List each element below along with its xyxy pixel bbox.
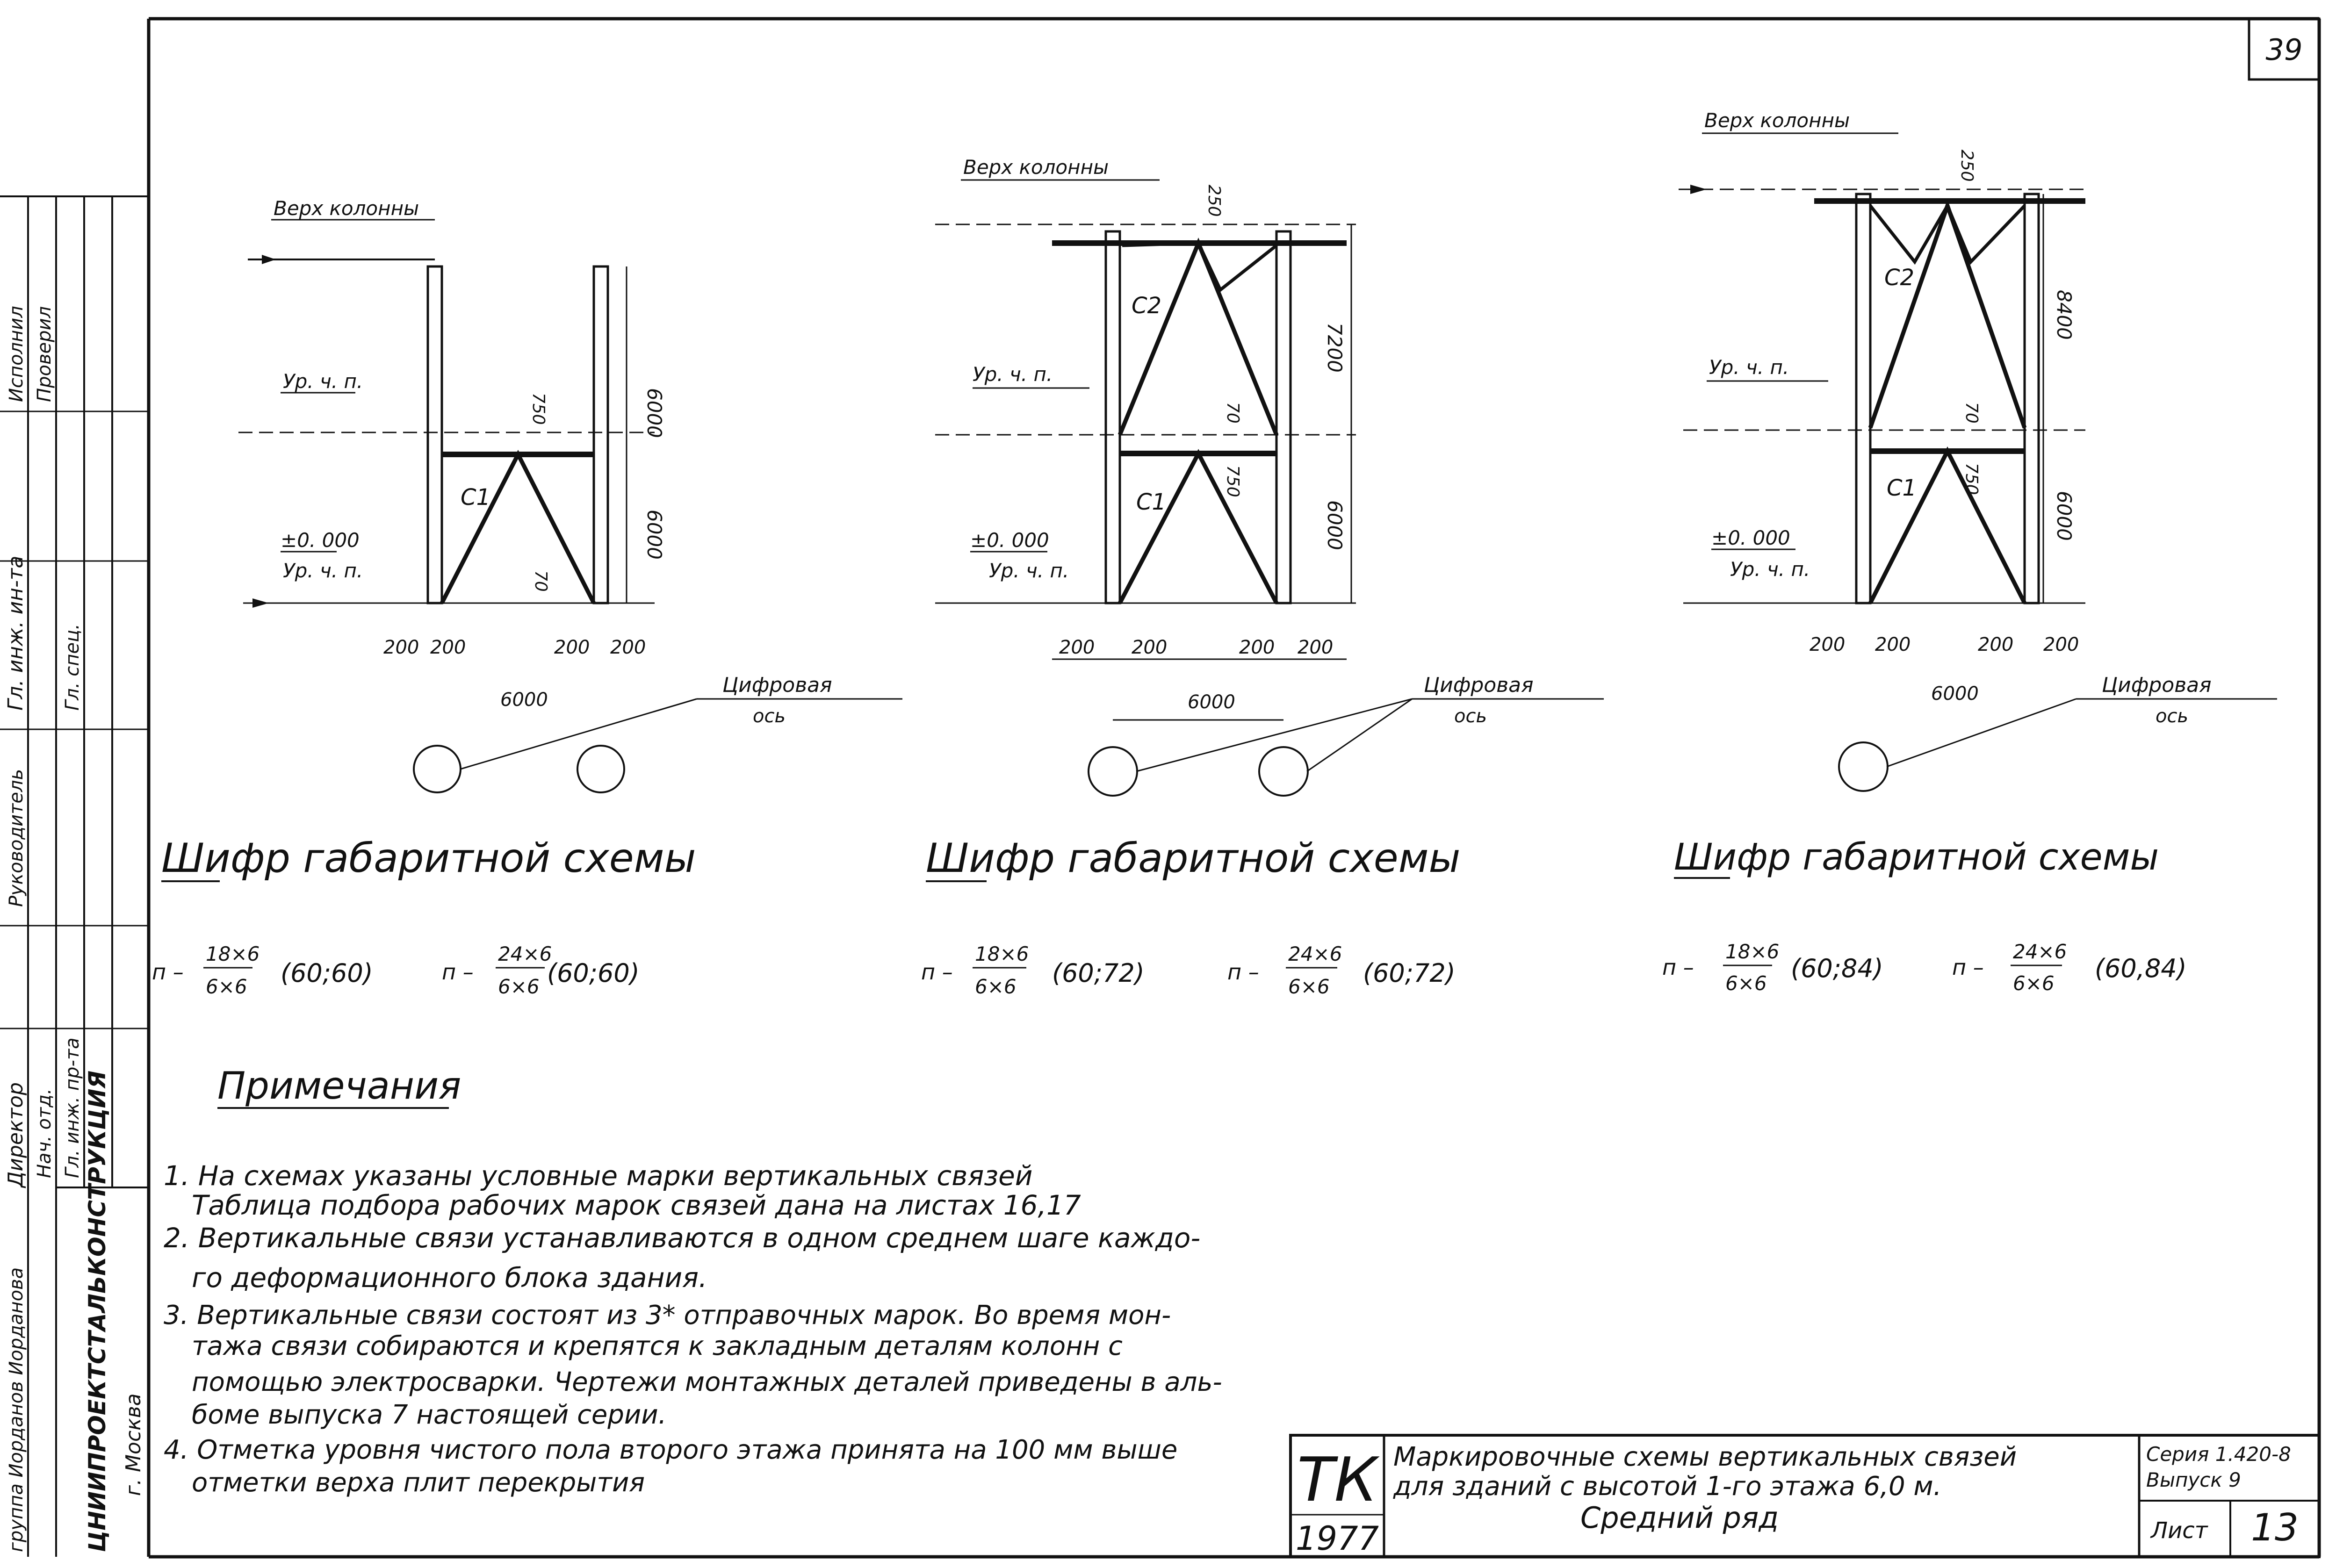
column-left [1106, 231, 1120, 603]
cipher-b-val: (60;60) [547, 958, 640, 988]
dim-bottom-height: 6000 [2053, 491, 2076, 541]
axis-circle [1839, 742, 1888, 791]
dim-width-3: 200 [1239, 637, 1275, 658]
level-marker-icon [1690, 185, 1707, 194]
brace-label-c1: С1 [1887, 475, 1917, 501]
label-column-top: Верх колонны [1704, 109, 1850, 132]
cipher-prefix: п – [1952, 955, 1984, 980]
dim-span: 6000 [1931, 683, 1979, 705]
note-line-4: го деформационного блока здания. [192, 1262, 707, 1294]
cipher-title: Шифр габаритной схемы [161, 835, 696, 882]
dim-width-1: 200 [383, 637, 419, 658]
cipher-b-val: (60;72) [1363, 958, 1456, 988]
axis-label-2: ось [2156, 705, 2189, 727]
stamp-role-project-engineer: Гл. инж. пр-та [62, 1037, 83, 1178]
dim-width-1: 200 [1059, 637, 1095, 658]
axis-circle [1089, 747, 1137, 796]
axis-circle [414, 746, 461, 792]
dim-width-3: 200 [1978, 634, 2014, 655]
level-marker-icon [252, 598, 269, 608]
label-floor-level-bottom: Ур. ч. п. [989, 559, 1069, 582]
column-left [1856, 194, 1870, 603]
dim-offset-mid: 70 [1223, 402, 1242, 424]
cipher-a-num: 18×6 [1725, 940, 1780, 963]
dim-offset-top: 250 [1204, 185, 1224, 217]
cipher-prefix: п – [442, 959, 474, 985]
title-line-2: для зданий с высотой 1-го этажа 6,0 м. [1393, 1471, 1942, 1502]
cipher-b-den: 6×6 [2013, 972, 2055, 995]
title-line-1: Маркировочные схемы вертикальных связей [1393, 1442, 2017, 1472]
axis-circle [577, 746, 624, 792]
level-marker-icon [262, 255, 276, 264]
label-zero-level: ±0. 000 [970, 529, 1049, 552]
cipher-b-val: (60,84) [2095, 954, 2187, 983]
brace-label-c1: С1 [461, 484, 491, 511]
brace-c2-top [1870, 206, 2025, 262]
dim-top-height: 6000 [643, 388, 666, 438]
title-series: Серия 1.420-8 [2146, 1443, 2291, 1466]
notes-block [164, 1064, 1222, 1498]
brace-label-c2: С2 [1884, 265, 1915, 291]
brace-c1 [442, 454, 594, 603]
label-column-top: Верх колонны [963, 156, 1109, 179]
cipher-prefix: п – [152, 959, 184, 985]
note-line-3: 2. Вертикальные связи устанавливаются в одном среднем шаге каждо- [164, 1222, 1201, 1254]
label-floor-level: Ур. ч. п. [283, 370, 363, 393]
note-line-5: 3. Вертикальные связи состоят из 3* отправочных марок. Во время мон- [164, 1300, 1171, 1331]
brace-c1 [1120, 453, 1276, 603]
cipher-a-num: 18×6 [975, 942, 1029, 965]
column-right [1276, 231, 1291, 603]
dim-width-4: 200 [610, 637, 646, 658]
cipher-b-den: 6×6 [1288, 975, 1330, 998]
sheet-label: Лист [2151, 1518, 2208, 1544]
sheet-number: 13 [2251, 1506, 2299, 1549]
title-issue: Выпуск 9 [2146, 1468, 2241, 1491]
axis-label-1: Цифровая [1424, 673, 1534, 697]
dim-bottom-height: 6000 [1323, 500, 1346, 550]
title-line-3: Средний ряд [1580, 1501, 1779, 1535]
dim-offset-bottom: 750 [1223, 465, 1242, 497]
column-left [428, 266, 442, 603]
title-block [1291, 1435, 2319, 1558]
cipher-b-den: 6×6 [498, 975, 540, 998]
brace-c2 [1120, 243, 1276, 435]
dim-width-2: 200 [430, 637, 466, 658]
note-line-9: 4. Отметка уровня чистого пола второго этажа принята на 100 мм выше [164, 1435, 1178, 1465]
cipher-a-den: 6×6 [975, 975, 1017, 998]
label-floor-level-bottom: Ур. ч. п. [1730, 558, 1810, 581]
axis-label-1: Цифровая [722, 673, 832, 697]
axis-label-2: ось [1454, 705, 1487, 727]
dim-width-2: 200 [1875, 634, 1911, 655]
cipher-title: Шифр габаритной схемы [1674, 836, 2159, 878]
dim-top-height: 8400 [2053, 290, 2076, 340]
dim-offset-bottom: 750 [1962, 463, 1981, 495]
dim-offset-mid: 70 [1962, 402, 1981, 424]
dim-span: 6000 [1188, 691, 1235, 713]
dim-offset-bottom: 70 [531, 570, 550, 592]
stamp-role-performed: Исполнил [6, 306, 27, 402]
cipher-prefix: п – [921, 959, 953, 985]
cipher-b-num: 24×6 [2013, 940, 2067, 963]
note-line-2: Таблица подбора рабочих марок связей дана на листах 16,17 [192, 1189, 1081, 1221]
axis-label-1: Цифровая [2102, 673, 2212, 697]
cipher-b-num: 24×6 [498, 942, 552, 965]
note-line-10: отметки верха плит перекрытия [192, 1467, 645, 1498]
label-zero-level: ±0. 000 [281, 529, 360, 552]
corner-number: 39 [2265, 33, 2303, 67]
label-floor-level: Ур. ч. п. [1709, 356, 1789, 379]
left-stamp [0, 196, 149, 1557]
dim-offset-top: 250 [1957, 150, 1976, 182]
note-line-8: боме выпуска 7 настоящей серии. [192, 1400, 667, 1430]
brace-label-c2: С2 [1132, 293, 1162, 319]
scheme-2 [921, 156, 1604, 998]
column-right [594, 266, 608, 603]
logo-tk: ТК [1297, 1444, 1377, 1515]
stamp-role-manager: Руководитель [6, 769, 27, 907]
dim-width-3: 200 [554, 637, 590, 658]
brace-label-c1: С1 [1136, 489, 1167, 515]
scheme-3 [1662, 109, 2277, 995]
cipher-prefix: п – [1227, 959, 1259, 985]
cipher-a-val: (60;84) [1791, 954, 1883, 983]
stamp-bottom-line: группа Иорданов Иорданова [6, 1267, 27, 1552]
note-line-7: помощью электросварки. Чертежи монтажных деталей приведены в аль- [192, 1367, 1222, 1397]
note-line-1: 1. На схемах указаны условные марки вертикальных связей [164, 1160, 1033, 1192]
dim-width-2: 200 [1132, 637, 1168, 658]
dim-width-4: 200 [2043, 634, 2079, 655]
dim-offset-top: 750 [529, 393, 548, 425]
label-zero-level: ±0. 000 [1711, 526, 1790, 549]
cipher-a-den: 6×6 [206, 975, 247, 998]
cipher-title: Шифр габаритной схемы [926, 835, 1461, 882]
brace-c1 [1870, 451, 2025, 603]
column-right [2025, 194, 2039, 603]
brace-c2 [1870, 206, 2025, 428]
logo-year: 1977 [1295, 1519, 1379, 1558]
dim-top-height: 7200 [1323, 323, 1346, 373]
dim-span: 6000 [500, 689, 548, 711]
cipher-a-den: 6×6 [1725, 972, 1767, 995]
stamp-role-specialist: Гл. спец. [62, 624, 83, 711]
corner-number-box [2249, 19, 2319, 79]
stamp-organization: ЦНИИПРОЕКТСТАЛЬКОНСТРУКЦИЯ [84, 1070, 111, 1552]
scheme-1 [152, 197, 902, 998]
cipher-a-val: (60;60) [281, 958, 373, 988]
label-floor-level: Ур. ч. п. [973, 363, 1053, 386]
note-line-6: тажа связи собираются и крепятся к закладным деталям колонн с [192, 1331, 1123, 1361]
axis-label-2: ось [753, 705, 786, 727]
label-floor-level-bottom: Ур. ч. п. [283, 559, 363, 582]
stamp-role-checked: Проверил [34, 306, 55, 402]
stamp-role-director: Директор [4, 1082, 28, 1187]
cipher-a-val: (60;72) [1052, 958, 1145, 988]
stamp-city: г. Москва [122, 1393, 145, 1496]
dim-width-4: 200 [1298, 637, 1334, 658]
axis-circle [1259, 747, 1308, 796]
cipher-b-num: 24×6 [1288, 942, 1342, 965]
cipher-a-num: 18×6 [206, 942, 260, 965]
dim-width-1: 200 [1810, 634, 1846, 655]
cipher-prefix: п – [1662, 955, 1694, 980]
label-column-top: Верх колонны [274, 197, 419, 220]
stamp-role-chief-engineer: Гл. инж. ин-та [4, 555, 28, 711]
notes-title: Примечания [217, 1064, 461, 1108]
stamp-role-dept-head: Нач. отд. [34, 1088, 55, 1178]
dim-bottom-height: 6000 [643, 510, 666, 560]
